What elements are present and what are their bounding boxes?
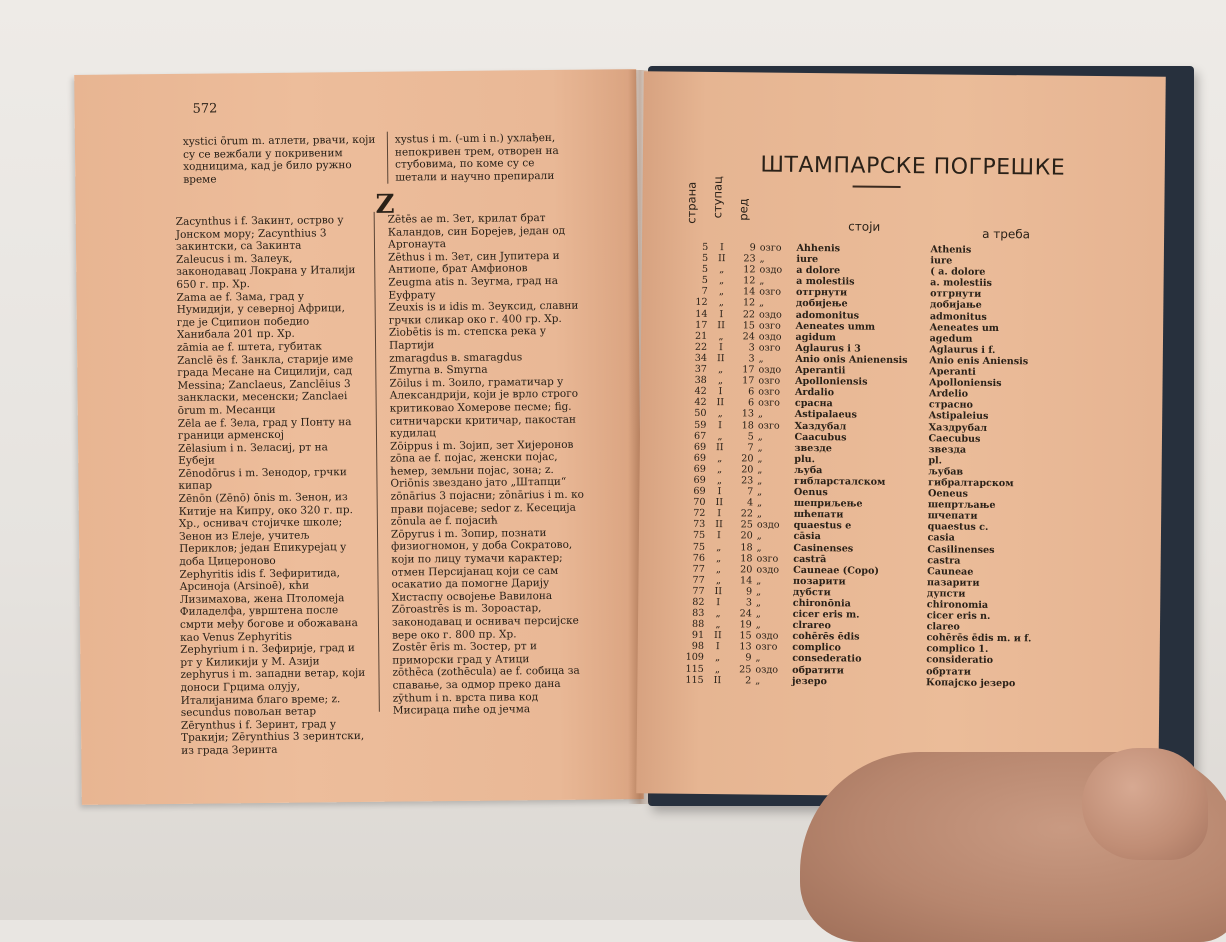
entry: Zōpyrus i m. Зопир, познати физиогномон, у доба Сократово, који по лицу тумачи карактер; отмен Персијанац који се сам осакатио да помогне Дарију Хистаспу освојење Вавилона [390, 526, 573, 604]
errata-table [677, 242, 1082, 690]
cell-position: озго [758, 342, 781, 354]
cell-page: 76 [692, 552, 706, 564]
entry: Zēnōn (Zēnō) ōnis m. Зенон, из Китије на Кипру, око 320 г. пр. Хр., оснивач стојичке школе; Зенон из Елеје, учитељ Периклов; један Епикурејац у доба Цицероново [178, 491, 354, 568]
cell-position: озго [759, 242, 782, 254]
cell-page: 38 [694, 374, 707, 387]
cell-page: 42 [694, 397, 707, 409]
cell-row: 6 [747, 397, 755, 409]
cell-should: Casilinenses [927, 543, 995, 556]
section-letter: Z [375, 189, 395, 220]
cell-position: оздо [759, 264, 783, 276]
cell-position: озго [758, 386, 781, 398]
cell-position: „ [755, 675, 761, 687]
cell-should: пазарити [927, 577, 980, 589]
cell-page: 69 [693, 474, 706, 486]
entry: Zērynthus i f. Зеринт, град у Тракији; Zērynthius 3 зеринтски, из града Зеринта [180, 718, 365, 757]
cell-row: 13 [741, 408, 755, 420]
cell-stands: cicer eris m. [792, 608, 860, 621]
cell-should: добијање [929, 299, 982, 312]
cell-stands: Astipalaeus [794, 409, 858, 421]
cell-page: 42 [694, 386, 707, 398]
cell-row: 23 [741, 475, 754, 487]
cell-position: „ [756, 542, 762, 554]
cell-row: 17 [742, 364, 755, 376]
cell-column: „ [717, 430, 723, 442]
cell-column: I [719, 242, 724, 254]
cell-stands: звезде [794, 442, 832, 454]
header-should: а треба [982, 226, 1031, 242]
cell-stands: шеприљење [793, 498, 863, 510]
cell-stands: Хаздубал [794, 420, 847, 432]
cell-page: 22 [694, 341, 708, 353]
cell-page: 67 [693, 430, 707, 442]
cell-row: 18 [741, 419, 754, 431]
cell-row: 25 [739, 663, 752, 676]
title-rule [853, 185, 901, 188]
cell-position: „ [759, 297, 765, 310]
cell-should: Aglaurus i f. [929, 344, 996, 356]
cell-row: 12 [743, 275, 756, 287]
cell-row: 19 [739, 619, 752, 631]
cell-column: „ [719, 275, 725, 287]
cell-row: 5 [747, 430, 754, 443]
entries-column-b [388, 212, 589, 718]
cell-position: „ [757, 497, 763, 509]
right-page [636, 71, 1166, 798]
cell-page: 83 [692, 607, 705, 620]
cell-stands: љуба [794, 464, 823, 477]
cell-position: оздо [758, 331, 782, 343]
cell-page: 34 [694, 352, 708, 364]
cell-position: озго [758, 397, 781, 410]
cell-should: Apolloniensis [929, 377, 1002, 390]
column-divider [387, 132, 389, 184]
entry: zmaragdus в. smaragdus [389, 350, 523, 365]
cell-should: castra [927, 554, 961, 567]
cell-row: 22 [740, 508, 754, 520]
cell-stands: позарити [792, 575, 846, 588]
cell-page: 109 [685, 652, 704, 664]
cell-page: 5 [701, 275, 708, 287]
cell-column: „ [715, 619, 721, 631]
cell-position: оздо [755, 630, 779, 643]
cell-position: „ [758, 353, 764, 365]
cell-should: Anio enis Aniensis [929, 355, 1029, 368]
cell-position: „ [757, 453, 763, 465]
cell-should: Хаздрубал [928, 421, 988, 434]
entry: Zmyrna в. Smyrna [389, 363, 488, 377]
entry: Zama ae f. Зама, град у Нумидији, у северној Африци, где је Сципион победио Ханибала 201 пр. Хр. [176, 290, 345, 342]
cell-row: 12 [743, 264, 756, 276]
entry: zāmia ae f. штета, губитак [176, 340, 322, 354]
cell-position: „ [757, 486, 763, 498]
cell-page: 5 [701, 253, 709, 265]
cell-page: 69 [693, 485, 706, 498]
cell-should: Caecubus [928, 432, 981, 445]
cell-should: Cauneae [927, 566, 974, 578]
cell-position: озго [758, 375, 781, 387]
cell-column: „ [714, 663, 721, 675]
cell-position: „ [756, 586, 762, 598]
cell-should: iure [930, 255, 953, 267]
cell-row: 25 [740, 519, 753, 531]
cell-row: 22 [742, 308, 756, 321]
cell-should: страсно [928, 399, 973, 412]
cell-should: дупсти [926, 588, 966, 600]
page-number: 572 [192, 101, 218, 117]
cell-row: 3 [748, 353, 755, 365]
entry: Zētēs ae m. Зет, крилат брат Каландов, син Борејев, један од Аргонаута [387, 212, 566, 251]
cell-column: „ [718, 330, 724, 342]
cell-row: 20 [740, 564, 753, 576]
cell-column: „ [717, 452, 723, 464]
cell-page: 12 [695, 297, 708, 309]
cell-stands: complico [792, 642, 842, 654]
cell-stands: a dolore [796, 265, 841, 277]
cell-position: оздо [756, 519, 780, 532]
cell-column: II [716, 397, 725, 409]
cell-row: 9 [745, 586, 753, 598]
cell-row: 17 [742, 375, 755, 387]
cell-row: 20 [741, 464, 754, 476]
cell-page: 82 [692, 596, 705, 608]
cell-should: отгрнути [930, 288, 982, 301]
cell-row: 18 [740, 552, 753, 565]
cell-column: I [717, 486, 722, 498]
entry: Zostēr ēris m. Зостер, рт и приморски град у Атици [392, 640, 538, 667]
cell-page: 77 [692, 574, 705, 586]
cell-stands: cohērēs ēdis [792, 631, 860, 643]
cell-position: озго [756, 553, 779, 565]
cell-row: 24 [742, 331, 755, 343]
entry: Zaleucus i m. Залеук, законодавац Локрана у Италији 650 г. пр. Хр. [176, 252, 356, 291]
cell-should: casia [927, 532, 955, 545]
cell-column: II [717, 319, 725, 331]
entry: Zacynthus i f. Закинт, острво у Јонском мору; Zacynthius 3 закинтски, са Закинта [175, 214, 344, 254]
cell-row: 15 [739, 630, 752, 642]
header-row: ред [736, 198, 751, 221]
cell-column: II [717, 253, 726, 265]
cell-position: „ [757, 408, 764, 420]
cell-row: 12 [742, 297, 756, 309]
cell-row: 15 [742, 319, 756, 332]
cell-should: complico 1. [926, 643, 989, 656]
cell-stands: Caacubus [794, 431, 847, 444]
entry: zōna ae f. појас, женски појас, ћемер, земљни појас, зона; z. Oriōnis звездано јато „Штапци“ [390, 451, 567, 491]
cell-stands: Ardalio [794, 387, 835, 399]
cell-stands: Cauneae (Copo) [793, 564, 879, 577]
entry: Zephyrium i n. Зефирије, град и рт у Киликији у М. Азији [180, 642, 355, 669]
cell-page: 50 [694, 408, 707, 420]
cell-row: 24 [739, 608, 752, 620]
cell-page: 77 [692, 563, 705, 575]
cell-position: „ [757, 475, 763, 487]
cell-column: „ [719, 264, 725, 276]
cell-stands: језеро [791, 675, 827, 687]
cell-should: pl. [928, 455, 943, 467]
cell-page: 115 [685, 674, 704, 686]
cell-position: „ [755, 608, 761, 620]
cell-stands: Aperantii [795, 364, 846, 377]
cell-row: 20 [740, 530, 753, 542]
cell-page: 75 [692, 530, 706, 542]
cell-column: „ [718, 286, 725, 298]
top-entry-left: xystici ōrum m. атлети, рвачи, који су се вежбали у покривеним ходницима, кад је било ружно време [182, 133, 376, 186]
cell-stands: clrareo [792, 620, 831, 632]
cell-column: II [714, 585, 723, 598]
cell-page: 69 [693, 441, 707, 453]
cell-position: „ [755, 597, 762, 609]
cell-column: I [715, 641, 720, 653]
cell-stands: дубсти [792, 586, 831, 599]
cell-stands: шћепати [793, 509, 844, 521]
cell-should: Копајско језеро [925, 676, 1016, 689]
cell-stands: срасна [794, 398, 833, 410]
cell-page: 17 [695, 319, 708, 331]
cell-column: I [718, 341, 723, 353]
cell-column: I [719, 308, 724, 320]
cell-should: Aeneates um [929, 321, 1000, 334]
cell-page: 115 [685, 663, 704, 675]
cell-page: 59 [694, 419, 707, 431]
cell-position: оздо [756, 564, 780, 576]
cell-row: 4 [746, 497, 754, 509]
entry: Zephyritis idis f. Зефиритида, Арсиноја (Arsinoē), кћи Лизимахова, жена Птоломеја Филаделфа, уврштена после смрти међу богове и обожавана као Venus Zephyritis [179, 566, 358, 644]
cell-page: 73 [693, 519, 706, 531]
cell-row: 23 [743, 253, 756, 265]
cell-column: „ [716, 552, 722, 564]
cell-column: I [718, 419, 723, 431]
cell-column: „ [718, 364, 724, 376]
cell-position: озго [755, 641, 778, 654]
cell-column: I [717, 508, 722, 520]
cell-page: 75 [692, 541, 706, 553]
cell-should: Astipaleius [928, 410, 989, 423]
entry: Zeuxis is и idis m. Зеуксид, славни грчки сликар око г. 400 гр. Хр. [388, 299, 579, 327]
entry: zōthēca (zothēcula) ae f. собица за спавање, за одмор преко дана [392, 665, 580, 692]
cell-stands: Apolloniensis [795, 376, 868, 388]
cell-should: admonitus [929, 310, 987, 323]
entry: zōnārius 3 појасни; zōnārius i m. ко прави појасеве; sedor z. Кесеција [390, 488, 584, 516]
header-stands: стоји [848, 219, 881, 234]
cell-stands: Casinenses [793, 542, 854, 555]
cell-row: 13 [739, 641, 752, 653]
cell-column: „ [718, 375, 724, 387]
cell-position: „ [755, 619, 761, 631]
entry: Zēthus i m. Зет, син Јупитера и Антиопе, брат Амфионов [388, 249, 560, 277]
cell-row: 3 [745, 597, 753, 609]
cell-column: „ [716, 541, 722, 553]
cell-should: Athenis [930, 244, 972, 256]
cell-row: 20 [741, 453, 754, 465]
cell-should: agedum [929, 333, 973, 345]
cell-position: „ [756, 508, 763, 520]
cell-stands: iure [796, 253, 819, 266]
cell-stands: Oenus [793, 486, 828, 499]
cell-stands: обратити [792, 664, 844, 676]
cell-stands: consederatio [792, 653, 862, 666]
entry: Zēlasium i n. Зеласиј, рт на Еубеји [178, 441, 328, 468]
cell-row: 14 [740, 575, 753, 587]
cell-stands: отгрнути [795, 287, 848, 299]
cell-row: 18 [740, 541, 753, 553]
cell-row: 2 [745, 675, 752, 687]
cell-stands: plu. [794, 453, 816, 465]
cell-column: II [716, 353, 725, 365]
thumb [1082, 748, 1208, 860]
cell-page: 37 [694, 363, 707, 375]
cell-stands: Ahhenis [796, 242, 841, 255]
cell-page: 5 [702, 241, 709, 253]
entry: Zōroastrēs is m. Зороастар, законодавац и оснивач персијске вере око г. 800 пр. Хр. [391, 602, 579, 642]
cell-position: озго [759, 286, 782, 299]
cell-should: Ardelio [928, 388, 969, 400]
cell-row: 9 [745, 652, 752, 664]
cell-stands: adomonitus [795, 309, 860, 322]
cell-page: 69 [693, 452, 707, 464]
entry: zȳthum i n. врста пива код Мисираца пиће од јечма [392, 690, 539, 717]
cell-page: 72 [693, 508, 706, 520]
header-column: ступац [710, 175, 725, 219]
cell-should: a. molestiis [930, 277, 992, 290]
entry: Zēla ae f. Зела, град у Понту на граници арменској [177, 415, 352, 442]
cell-should: cicer eris n. [926, 610, 991, 623]
cell-column: „ [718, 297, 724, 309]
header-page: страна [684, 181, 699, 224]
cell-stands: добијење [795, 298, 848, 310]
cell-column: „ [715, 574, 722, 586]
cell-should: quaestus c. [927, 521, 989, 534]
entry: Zēnodōrus i m. Зенодор, грчки кипар [178, 466, 347, 493]
entry: zephyrus i m. западни ветар, који доноси Грцима олују, Италијанима благо време; z. secundus повољан ветар [180, 667, 366, 720]
cell-should: звезда [928, 443, 967, 456]
cell-position: „ [759, 253, 765, 265]
top-entry-right: xystus i m. (-um i n.) ухлађен, непокривен трем, отворен на стубовима, по коме су се шетали и научно препирали [394, 131, 559, 184]
cell-column: „ [715, 608, 721, 620]
cell-stands: a molestiis [796, 276, 855, 288]
cell-row: 14 [743, 286, 756, 298]
cell-page: 77 [692, 585, 705, 597]
cell-position: „ [755, 652, 761, 665]
cell-column: II [713, 674, 722, 686]
cell-position: „ [756, 530, 762, 542]
cell-should: consideratio [926, 654, 994, 667]
cell-page: 70 [693, 496, 706, 509]
entry: Ziobētis is m. степска река у Партији [388, 325, 547, 352]
entry: zōnula ae f. појасић [390, 514, 498, 528]
cell-should: шепртљање [927, 499, 996, 512]
cell-position: оздо [755, 664, 779, 676]
cell-position: оздо [759, 309, 782, 321]
cell-row: 7 [747, 442, 754, 454]
cell-should: Aperanti [929, 366, 976, 378]
cell-column: „ [717, 408, 723, 420]
cell-page: 7 [701, 286, 708, 298]
entry: Zōilus i m. Зоило, граматичар у Александрији, који је врло строго критиковао Хомерове песме; fig. ситничарски критичар, пакостан кудилац [389, 375, 579, 440]
cell-should: Oeneus [927, 488, 968, 500]
cell-stands: quaestus e [793, 520, 852, 532]
cell-should: гибралтарском [928, 477, 1014, 490]
cell-position: „ [757, 464, 763, 476]
cell-column: II [715, 441, 724, 453]
cell-stands: Aeneates umm [795, 320, 876, 333]
column-divider [374, 212, 380, 712]
cell-page: 14 [695, 308, 708, 320]
cell-column: II [715, 497, 724, 509]
cell-should: clareo [926, 621, 960, 633]
cell-column: I [718, 386, 723, 398]
cell-position: „ [757, 431, 763, 443]
cell-page: 98 [691, 641, 705, 653]
cell-should: љубав [928, 466, 964, 478]
cell-should: cohērēs ēdis m. и f. [926, 632, 1032, 645]
cell-stands: cāsia [793, 531, 821, 543]
cell-stands: Anio onis Anienensis [795, 353, 908, 367]
cell-row: 7 [747, 486, 754, 498]
cell-should: шчепати [927, 510, 978, 523]
cell-stands: castrā [793, 553, 827, 565]
cell-row: 9 [749, 242, 756, 254]
entry: Zanclē ēs f. Занкла, старије име града Месане на Сицилији, сад Messina; Zanclaeus, Zanclēius 3 занкласки, месенски; Zanclaei ōrum m. Месанци [177, 352, 354, 417]
cell-stands: agidum [795, 331, 837, 344]
cell-page: 21 [695, 330, 708, 342]
cell-position: „ [756, 575, 762, 587]
errata-title: ШТАМПАРСКЕ ПОГРЕШКЕ [760, 152, 1066, 181]
cell-should: ( a. dolore [930, 266, 986, 279]
cell-position: „ [757, 442, 763, 454]
cell-stands: Aglaurus i 3 [795, 342, 861, 355]
entry: Zeugma atis n. Зеугма, град на Еуфрату [388, 274, 559, 302]
cell-page: 5 [701, 264, 709, 276]
cell-page: 69 [693, 463, 706, 475]
cell-column: I [716, 530, 721, 542]
cell-position: озго [758, 320, 781, 332]
entry: Zōippus i m. Зојип, зет Хијеронов [390, 438, 574, 453]
cell-column: „ [716, 475, 723, 487]
cell-stands: chironōnia [792, 597, 851, 610]
cell-column: II [714, 630, 722, 642]
cell-column: „ [715, 652, 721, 664]
cell-stands: гибларсталском [794, 475, 886, 488]
cell-page: 88 [691, 619, 705, 631]
cell-column: „ [716, 563, 722, 575]
cell-column: II [715, 519, 723, 531]
cell-column: I [716, 597, 721, 609]
cell-page: 91 [691, 630, 705, 642]
entries-column-a [176, 214, 370, 757]
cell-row: 6 [748, 386, 755, 398]
cell-should: chironomia [926, 599, 989, 611]
cell-row: 3 [748, 342, 755, 354]
cell-position: озго [757, 420, 780, 432]
left-page [74, 69, 644, 805]
cell-should: обртати [926, 665, 971, 678]
cell-position: оздо [758, 364, 782, 376]
cell-column: „ [717, 463, 723, 476]
cell-position: „ [759, 275, 765, 287]
